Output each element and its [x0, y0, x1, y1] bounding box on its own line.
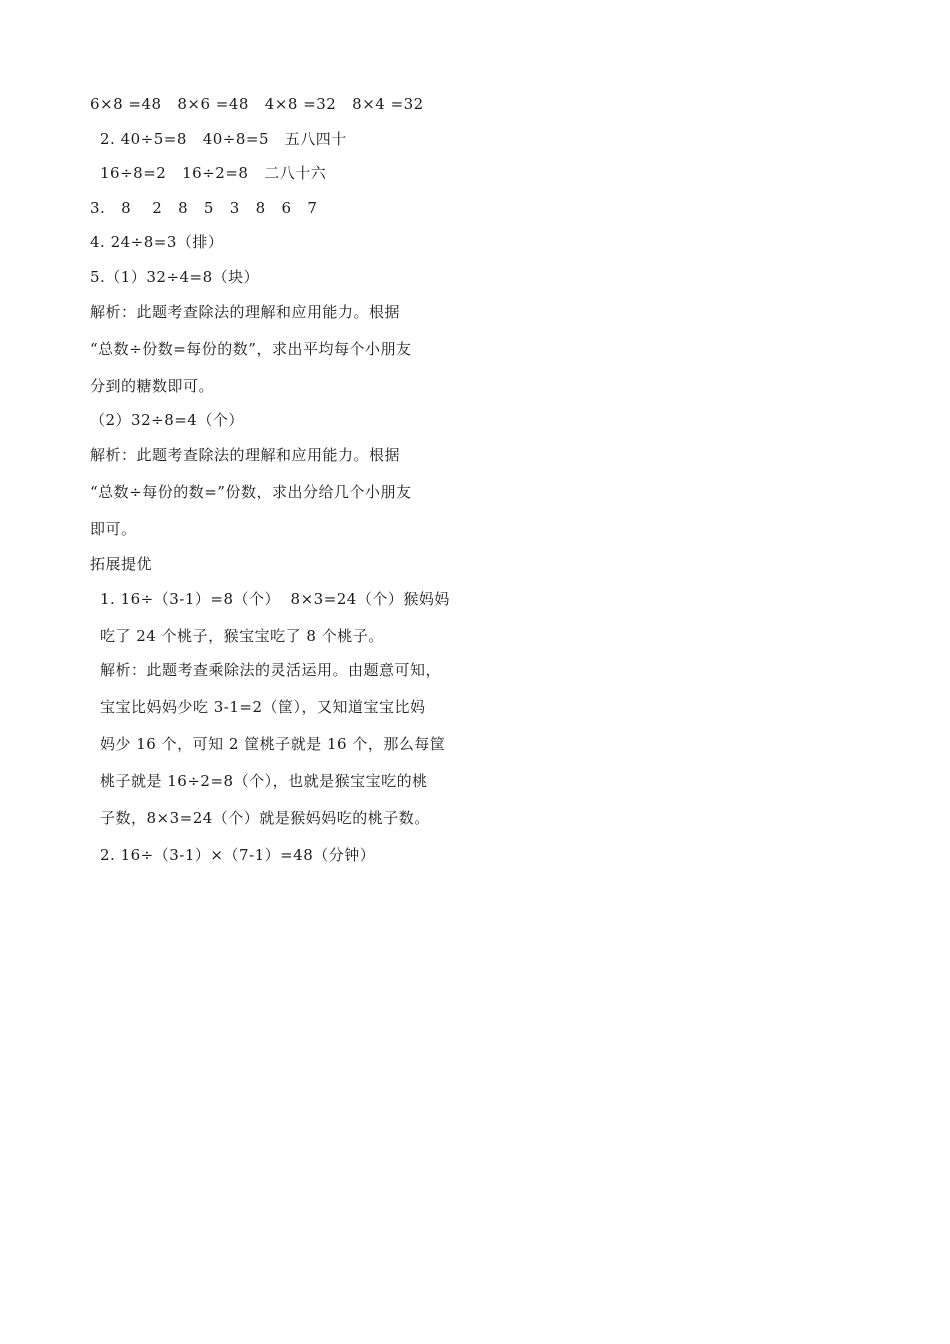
analysis-line-5: “总数÷每份的数=”份数，求出分给几个小朋友	[90, 483, 412, 501]
extension-analysis-line-2: 宝宝比妈妈少吃 3-1=2（筐），又知道宝宝比妈	[100, 698, 426, 716]
analysis-line-2: “总数÷份数=每份的数”，求出平均每个小朋友	[90, 340, 412, 358]
answer-line-5-2: （2）32÷8=4（个）	[90, 411, 244, 429]
answer-line-multiplication: 6×8 =48 8×6 =48 4×8 =32 8×4 =32	[90, 95, 424, 113]
extension-analysis-line-1: 解析：此题考查乘除法的灵活运用。由题意可知，	[100, 661, 442, 679]
analysis-line-6: 即可。	[90, 520, 137, 538]
extension-line-3: 2. 16÷（3-1）×（7-1）=48（分钟）	[100, 846, 376, 864]
answer-line-4: 4. 24÷8=3（排）	[90, 233, 224, 251]
answer-line-3: 3. 8 2 8 5 3 8 6 7	[90, 199, 318, 217]
section-heading: 拓展提优	[90, 555, 153, 573]
extension-analysis-line-4: 桃子就是 16÷2=8（个），也就是猴宝宝吃的桃	[100, 772, 428, 790]
analysis-line-4: 解析：此题考查除法的理解和应用能力。根据	[90, 446, 401, 464]
extension-line-1: 1. 16÷（3-1）=8（个） 8×3=24（个）猴妈妈	[100, 590, 450, 608]
answer-line-2b: 16÷8=2 16÷2=8 二八十六	[100, 164, 327, 182]
analysis-line-1: 解析：此题考查除法的理解和应用能力。根据	[90, 303, 401, 321]
extension-analysis-line-5: 子数，8×3=24（个）就是猴妈妈吃的桃子数。	[100, 809, 430, 827]
answer-line-2a: 2. 40÷5=8 40÷8=5 五八四十	[100, 130, 347, 148]
answer-line-5-1: 5.（1）32÷4=8（块）	[90, 268, 260, 286]
analysis-line-3: 分到的糖数即可。	[90, 377, 215, 395]
extension-analysis-line-3: 妈少 16 个，可知 2 筐桃子就是 16 个，那么每筐	[100, 735, 446, 753]
extension-line-2: 吃了 24 个桃子，猴宝宝吃了 8 个桃子。	[100, 627, 384, 645]
